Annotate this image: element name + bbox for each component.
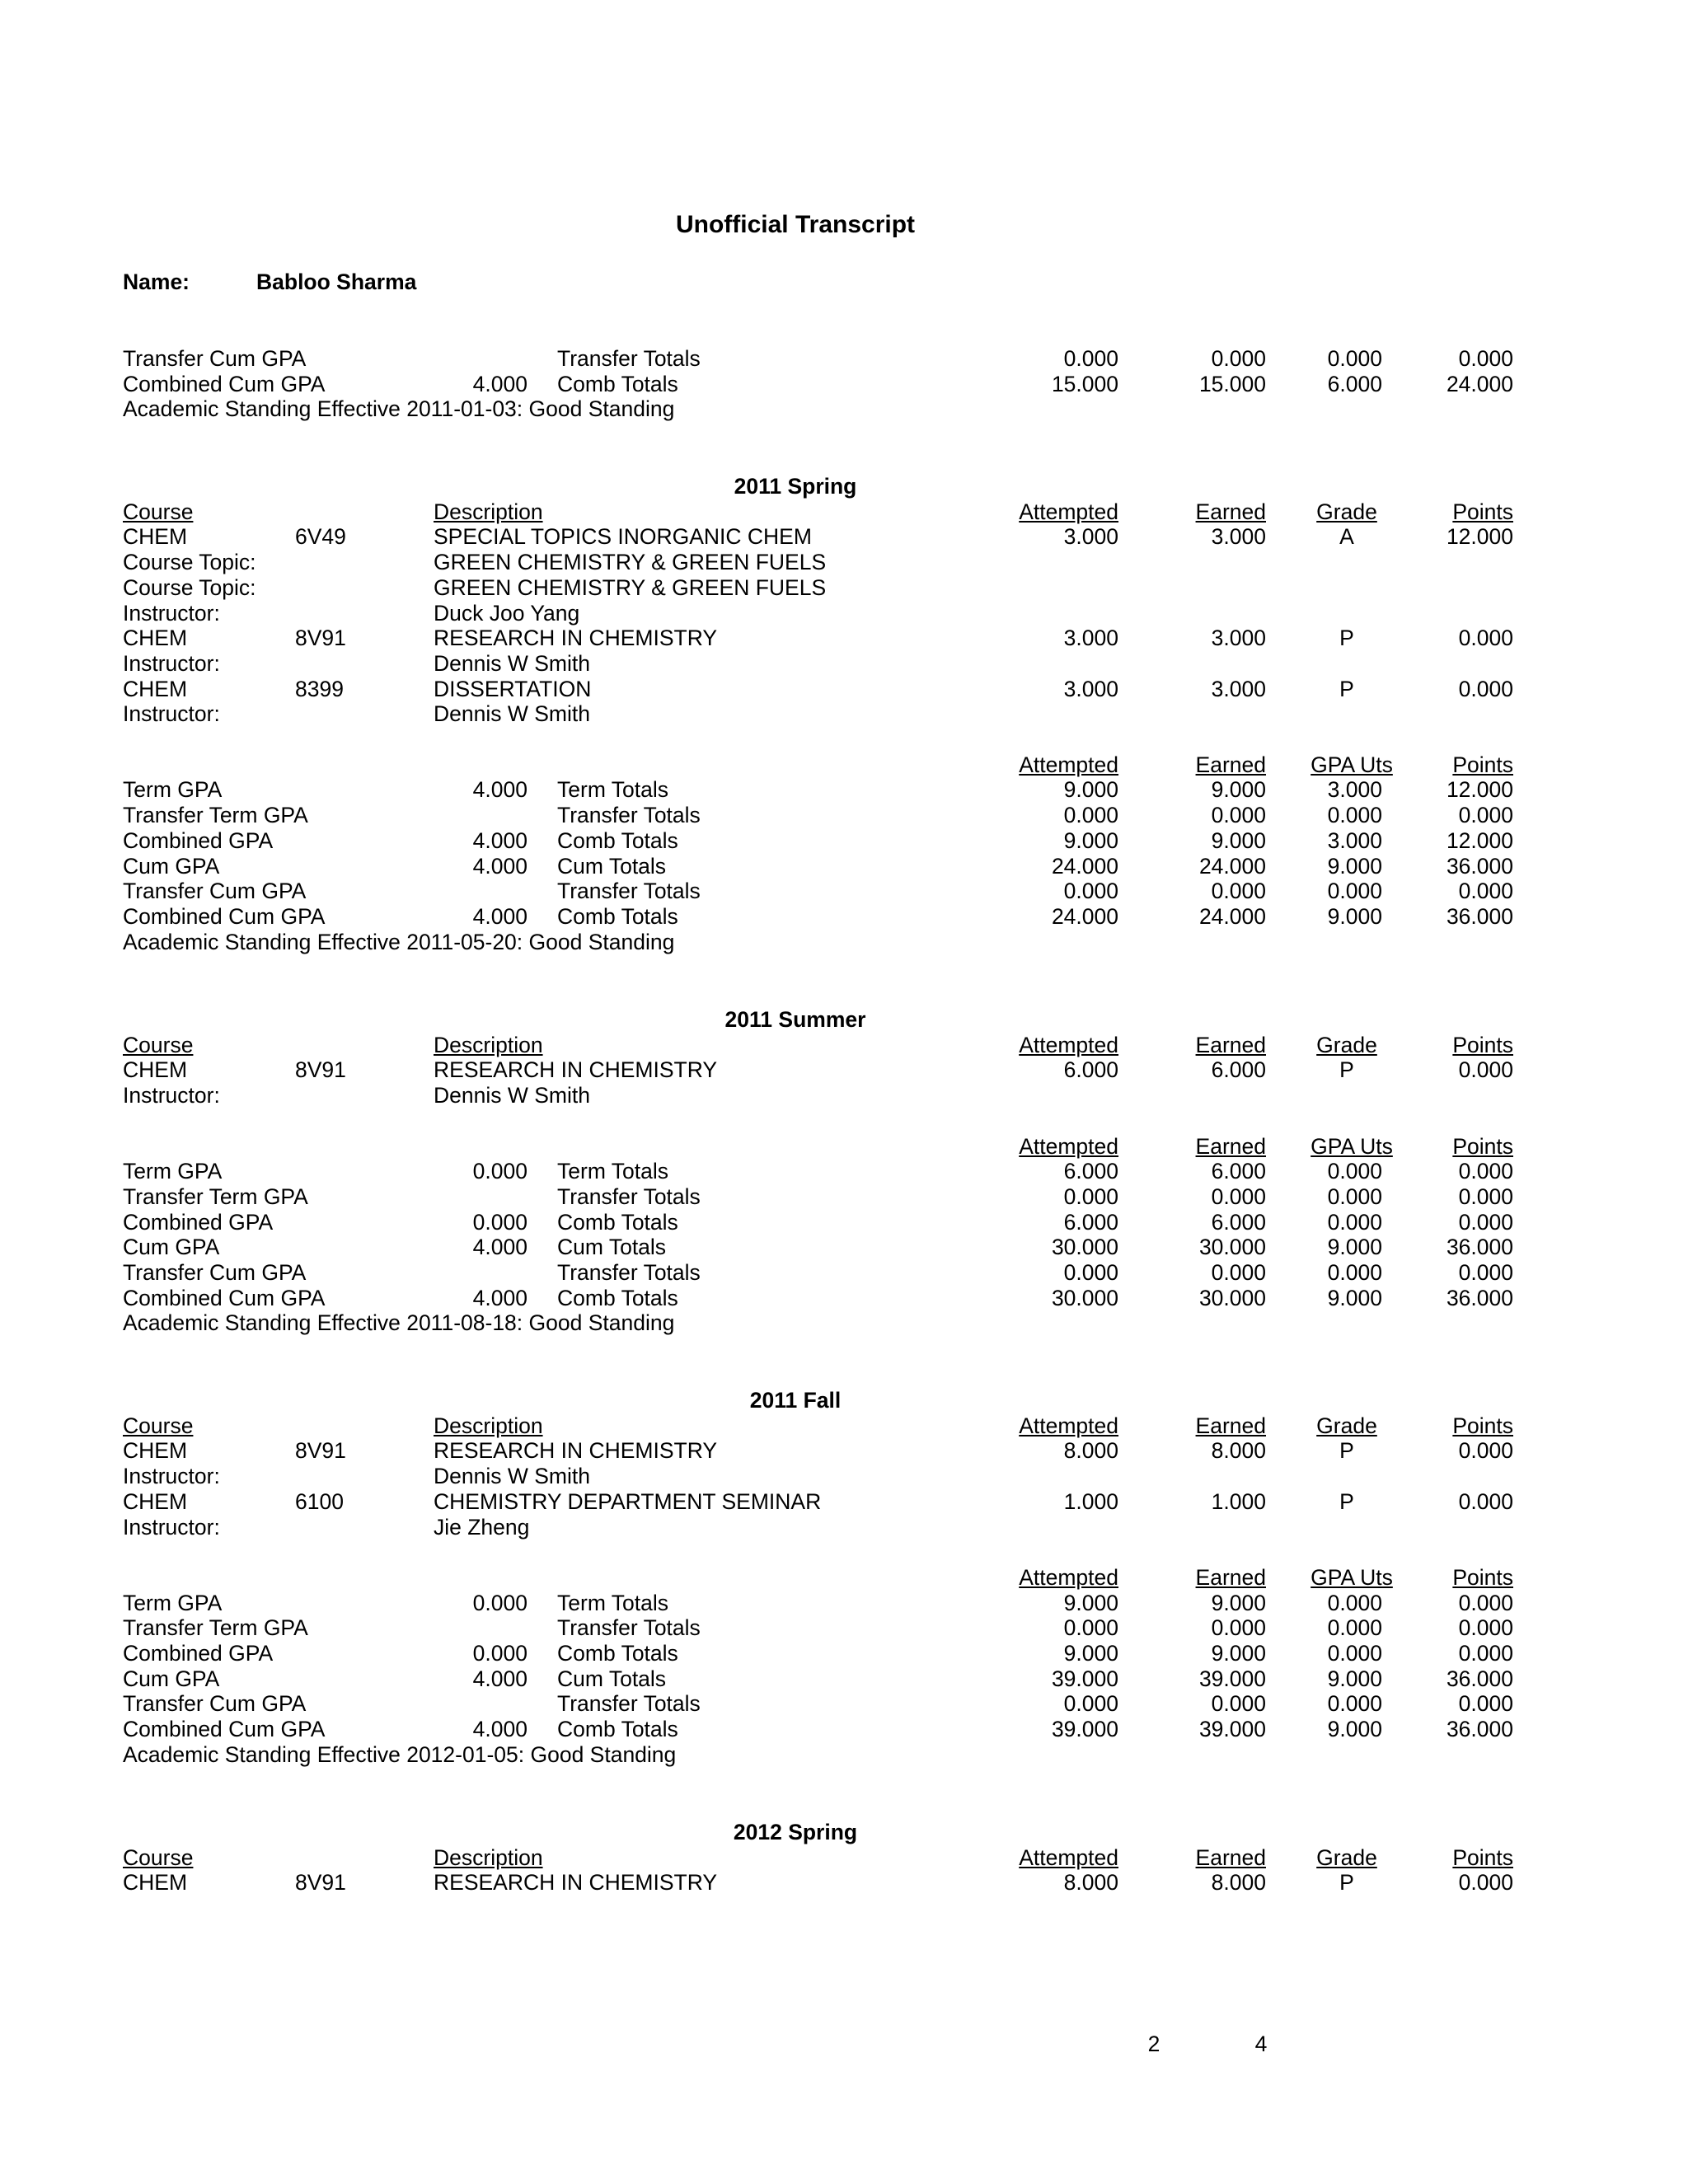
course-subject: Instructor: — [123, 600, 220, 626]
course-subject: Instructor: — [123, 1464, 220, 1489]
summary-earned: 15.000 — [1198, 371, 1266, 396]
summary-totals-label: Comb Totals — [557, 371, 678, 396]
summary-totals-label: Transfer Totals — [557, 1615, 701, 1641]
summary-gpa-units: 9.000 — [1327, 1235, 1382, 1260]
course-description: DISSERTATION — [434, 676, 592, 701]
summary-gpa-units: 6.000 — [1327, 371, 1382, 396]
course-points: 0.000 — [1458, 1057, 1513, 1083]
summary-points: 36.000 — [1446, 1285, 1513, 1310]
summary-label: Transfer Cum GPA — [123, 879, 307, 904]
header-attempted: Attempted — [1019, 1844, 1118, 1870]
summary-attempted: 24.000 — [1051, 903, 1118, 929]
summary-earned: 0.000 — [1211, 803, 1266, 828]
summary-gpa: 4.000 — [472, 1235, 528, 1260]
course-description: Dennis W Smith — [434, 1083, 590, 1108]
summary-totals-label: Transfer Totals — [557, 346, 701, 371]
page-total: 4 — [1254, 2032, 1268, 2056]
term-title: 2011 Fall — [749, 1388, 842, 1413]
course-description: CHEMISTRY DEPARTMENT SEMINAR — [434, 1488, 822, 1514]
student-name: Babloo Sharma — [256, 269, 417, 294]
header-grade: Grade — [1316, 499, 1377, 524]
summary-gpa-units: 9.000 — [1327, 903, 1382, 929]
course-subject: CHEM — [123, 1057, 188, 1083]
summary-totals-label: Term Totals — [557, 1159, 668, 1184]
course-subject: CHEM — [123, 1438, 188, 1464]
course-subject: Course Topic: — [123, 550, 256, 575]
course-number: 6V49 — [295, 524, 346, 550]
course-grade: P — [1339, 1870, 1354, 1896]
summary-points: 12.000 — [1446, 777, 1513, 803]
header-attempted: Attempted — [1019, 499, 1118, 524]
header-grade: Grade — [1316, 1032, 1377, 1057]
header-points: Points — [1452, 1844, 1513, 1870]
summary-label: Transfer Term GPA — [123, 1183, 308, 1209]
summary-gpa: 4.000 — [472, 1285, 528, 1310]
course-attempted: 3.000 — [1063, 676, 1118, 701]
course-points: 12.000 — [1446, 524, 1513, 550]
summary-label: Transfer Term GPA — [123, 1615, 308, 1641]
course-number: 8V91 — [295, 626, 346, 651]
header-course: Course — [123, 1032, 194, 1057]
summary-earned: 9.000 — [1211, 1590, 1266, 1615]
summary-header-attempted: Attempted — [1019, 752, 1118, 777]
summary-header-points: Points — [1452, 752, 1513, 777]
course-attempted: 8.000 — [1063, 1438, 1118, 1464]
header-earned: Earned — [1195, 1844, 1266, 1870]
summary-points: 36.000 — [1446, 1666, 1513, 1691]
course-grade: P — [1339, 1438, 1354, 1464]
course-number: 8399 — [295, 676, 344, 701]
summary-header-gpa-units: GPA Uts — [1311, 1133, 1393, 1159]
course-earned: 1.000 — [1211, 1488, 1266, 1514]
header-description: Description — [434, 1844, 543, 1870]
summary-gpa: 4.000 — [472, 777, 528, 803]
summary-header-attempted: Attempted — [1019, 1564, 1118, 1590]
summary-points: 0.000 — [1458, 1209, 1513, 1235]
course-points: 0.000 — [1458, 626, 1513, 651]
summary-points: 0.000 — [1458, 1615, 1513, 1641]
summary-header-points: Points — [1452, 1133, 1513, 1159]
summary-gpa-units: 9.000 — [1327, 1717, 1382, 1742]
summary-attempted: 9.000 — [1063, 1590, 1118, 1615]
summary-earned: 0.000 — [1211, 346, 1266, 371]
course-earned: 6.000 — [1211, 1057, 1266, 1083]
summary-points: 0.000 — [1458, 1590, 1513, 1615]
course-attempted: 3.000 — [1063, 524, 1118, 550]
course-number: 8V91 — [295, 1057, 346, 1083]
summary-gpa-units: 0.000 — [1327, 1209, 1382, 1235]
summary-gpa: 4.000 — [472, 827, 528, 853]
summary-gpa-units: 0.000 — [1327, 1590, 1382, 1615]
course-grade: P — [1339, 676, 1354, 701]
summary-header-earned: Earned — [1195, 752, 1266, 777]
summary-totals-label: Transfer Totals — [557, 879, 701, 904]
course-subject: CHEM — [123, 626, 188, 651]
header-grade: Grade — [1316, 1413, 1377, 1438]
summary-points: 0.000 — [1458, 1183, 1513, 1209]
header-course: Course — [123, 1844, 194, 1870]
summary-attempted: 15.000 — [1051, 371, 1118, 396]
header-description: Description — [434, 1032, 543, 1057]
course-points: 0.000 — [1458, 1488, 1513, 1514]
summary-gpa-units: 0.000 — [1327, 1159, 1382, 1184]
summary-totals-label: Comb Totals — [557, 903, 678, 929]
summary-points: 24.000 — [1446, 371, 1513, 396]
summary-gpa-units: 0.000 — [1327, 346, 1382, 371]
summary-earned: 24.000 — [1198, 853, 1266, 879]
summary-totals-label: Comb Totals — [557, 827, 678, 853]
course-description: Dennis W Smith — [434, 1464, 590, 1489]
summary-earned: 0.000 — [1211, 879, 1266, 904]
summary-earned: 0.000 — [1211, 1260, 1266, 1285]
course-description: RESEARCH IN CHEMISTRY — [434, 1870, 718, 1896]
summary-label: Combined Cum GPA — [123, 371, 326, 396]
summary-attempted: 24.000 — [1051, 853, 1118, 879]
course-earned: 3.000 — [1211, 676, 1266, 701]
summary-earned: 0.000 — [1211, 1183, 1266, 1209]
course-description: Dennis W Smith — [434, 650, 590, 676]
summary-totals-label: Term Totals — [557, 777, 668, 803]
course-grade: P — [1339, 626, 1354, 651]
summary-points: 0.000 — [1458, 879, 1513, 904]
summary-gpa-units: 3.000 — [1327, 827, 1382, 853]
course-points: 0.000 — [1458, 676, 1513, 701]
summary-gpa-units: 0.000 — [1327, 803, 1382, 828]
summary-header-points: Points — [1452, 1564, 1513, 1590]
course-subject: CHEM — [123, 676, 188, 701]
course-attempted: 3.000 — [1063, 626, 1118, 651]
summary-label: Combined Cum GPA — [123, 1285, 326, 1310]
summary-label: Cum GPA — [123, 1666, 220, 1691]
summary-points: 0.000 — [1458, 346, 1513, 371]
summary-gpa-units: 0.000 — [1327, 1691, 1382, 1717]
summary-earned: 30.000 — [1198, 1235, 1266, 1260]
course-subject: CHEM — [123, 1870, 188, 1896]
course-subject: Course Topic: — [123, 574, 256, 600]
course-grade: A — [1339, 524, 1354, 550]
course-earned: 3.000 — [1211, 524, 1266, 550]
course-number: 8V91 — [295, 1438, 346, 1464]
summary-totals-label: Comb Totals — [557, 1285, 678, 1310]
summary-gpa: 0.000 — [472, 1159, 528, 1184]
summary-totals-label: Transfer Totals — [557, 1183, 701, 1209]
summary-earned: 0.000 — [1211, 1615, 1266, 1641]
term-title: 2011 Summer — [724, 1007, 866, 1032]
summary-gpa-units: 0.000 — [1327, 1615, 1382, 1641]
summary-gpa-units: 0.000 — [1327, 1183, 1382, 1209]
course-subject: Instructor: — [123, 1514, 220, 1540]
summary-attempted: 6.000 — [1063, 1159, 1118, 1184]
summary-earned: 9.000 — [1211, 1641, 1266, 1666]
summary-header-gpa-units: GPA Uts — [1311, 752, 1393, 777]
course-description: Jie Zheng — [434, 1514, 530, 1540]
summary-points: 36.000 — [1446, 903, 1513, 929]
term-title: 2012 Spring — [733, 1820, 858, 1844]
course-subject: Instructor: — [123, 650, 220, 676]
summary-earned: 39.000 — [1198, 1666, 1266, 1691]
summary-points: 0.000 — [1458, 803, 1513, 828]
summary-totals-label: Cum Totals — [557, 1235, 667, 1260]
summary-points: 0.000 — [1458, 1691, 1513, 1717]
summary-earned: 39.000 — [1198, 1717, 1266, 1742]
summary-gpa: 4.000 — [472, 903, 528, 929]
course-description: RESEARCH IN CHEMISTRY — [434, 1057, 718, 1083]
header-attempted: Attempted — [1019, 1413, 1118, 1438]
header-points: Points — [1452, 1032, 1513, 1057]
summary-points: 36.000 — [1446, 1235, 1513, 1260]
summary-attempted: 39.000 — [1051, 1666, 1118, 1691]
course-number: 8V91 — [295, 1870, 346, 1896]
summary-totals-label: Comb Totals — [557, 1717, 678, 1742]
course-subject: CHEM — [123, 1488, 188, 1514]
summary-gpa: 4.000 — [472, 853, 528, 879]
summary-gpa: 4.000 — [472, 371, 528, 396]
course-earned: 8.000 — [1211, 1438, 1266, 1464]
summary-totals-label: Term Totals — [557, 1590, 668, 1615]
summary-gpa: 0.000 — [472, 1641, 528, 1666]
header-attempted: Attempted — [1019, 1032, 1118, 1057]
header-earned: Earned — [1195, 1032, 1266, 1057]
course-points: 0.000 — [1458, 1438, 1513, 1464]
header-grade: Grade — [1316, 1844, 1377, 1870]
course-description: Dennis W Smith — [434, 701, 590, 727]
course-description: RESEARCH IN CHEMISTRY — [434, 1438, 718, 1464]
header-points: Points — [1452, 499, 1513, 524]
course-subject: CHEM — [123, 524, 188, 550]
summary-totals-label: Transfer Totals — [557, 803, 701, 828]
course-earned: 8.000 — [1211, 1870, 1266, 1896]
summary-points: 12.000 — [1446, 827, 1513, 853]
summary-attempted: 0.000 — [1063, 1183, 1118, 1209]
academic-standing: Academic Standing Effective 2011-05-20: Good Standing — [123, 929, 675, 954]
course-description: GREEN CHEMISTRY & GREEN FUELS — [434, 550, 827, 575]
header-earned: Earned — [1195, 499, 1266, 524]
summary-attempted: 30.000 — [1051, 1285, 1118, 1310]
summary-label: Term GPA — [123, 777, 223, 803]
summary-header-attempted: Attempted — [1019, 1133, 1118, 1159]
header-points: Points — [1452, 1413, 1513, 1438]
summary-earned: 9.000 — [1211, 777, 1266, 803]
summary-label: Combined Cum GPA — [123, 1717, 326, 1742]
course-attempted: 8.000 — [1063, 1870, 1118, 1896]
header-description: Description — [434, 499, 543, 524]
summary-gpa: 0.000 — [472, 1209, 528, 1235]
summary-attempted: 0.000 — [1063, 879, 1118, 904]
summary-points: 0.000 — [1458, 1260, 1513, 1285]
course-description: GREEN CHEMISTRY & GREEN FUELS — [434, 574, 827, 600]
course-subject: Instructor: — [123, 701, 220, 727]
summary-attempted: 9.000 — [1063, 777, 1118, 803]
course-subject: Instructor: — [123, 1083, 220, 1108]
academic-standing: Academic Standing Effective 2012-01-05: Good Standing — [123, 1741, 677, 1767]
summary-label: Combined GPA — [123, 1209, 274, 1235]
course-number: 6100 — [295, 1488, 344, 1514]
summary-points: 36.000 — [1446, 1717, 1513, 1742]
header-earned: Earned — [1195, 1413, 1266, 1438]
summary-header-gpa-units: GPA Uts — [1311, 1564, 1393, 1590]
summary-totals-label: Cum Totals — [557, 1666, 667, 1691]
summary-points: 36.000 — [1446, 853, 1513, 879]
summary-attempted: 0.000 — [1063, 346, 1118, 371]
summary-attempted: 0.000 — [1063, 1691, 1118, 1717]
summary-header-earned: Earned — [1195, 1564, 1266, 1590]
summary-totals-label: Comb Totals — [557, 1209, 678, 1235]
summary-earned: 6.000 — [1211, 1209, 1266, 1235]
academic-standing: Academic Standing Effective 2011-08-18: Good Standing — [123, 1310, 675, 1336]
summary-attempted: 0.000 — [1063, 803, 1118, 828]
page-title: Unofficial Transcript — [675, 211, 916, 238]
course-earned: 3.000 — [1211, 626, 1266, 651]
summary-totals-label: Comb Totals — [557, 1641, 678, 1666]
academic-standing: Academic Standing Effective 2011-01-03: Good Standing — [123, 396, 675, 422]
summary-label: Term GPA — [123, 1590, 223, 1615]
summary-label: Transfer Cum GPA — [123, 346, 307, 371]
term-title: 2011 Spring — [734, 474, 857, 499]
summary-gpa-units: 0.000 — [1327, 1641, 1382, 1666]
summary-attempted: 6.000 — [1063, 1209, 1118, 1235]
summary-points: 0.000 — [1458, 1159, 1513, 1184]
summary-earned: 6.000 — [1211, 1159, 1266, 1184]
summary-attempted: 0.000 — [1063, 1260, 1118, 1285]
summary-label: Combined GPA — [123, 827, 274, 853]
summary-gpa: 0.000 — [472, 1590, 528, 1615]
summary-label: Transfer Term GPA — [123, 803, 308, 828]
name-label: Name: — [123, 269, 190, 294]
summary-attempted: 0.000 — [1063, 1615, 1118, 1641]
summary-label: Combined Cum GPA — [123, 903, 326, 929]
header-course: Course — [123, 1413, 194, 1438]
summary-earned: 9.000 — [1211, 827, 1266, 853]
summary-attempted: 39.000 — [1051, 1717, 1118, 1742]
summary-attempted: 9.000 — [1063, 827, 1118, 853]
summary-gpa-units: 0.000 — [1327, 879, 1382, 904]
course-description: RESEARCH IN CHEMISTRY — [434, 626, 718, 651]
summary-earned: 0.000 — [1211, 1691, 1266, 1717]
course-description: Duck Joo Yang — [434, 600, 580, 626]
summary-totals-label: Transfer Totals — [557, 1260, 701, 1285]
summary-label: Transfer Cum GPA — [123, 1260, 307, 1285]
summary-earned: 24.000 — [1198, 903, 1266, 929]
course-grade: P — [1339, 1057, 1354, 1083]
summary-points: 0.000 — [1458, 1641, 1513, 1666]
summary-gpa-units: 9.000 — [1327, 853, 1382, 879]
summary-attempted: 30.000 — [1051, 1235, 1118, 1260]
summary-gpa-units: 0.000 — [1327, 1260, 1382, 1285]
summary-header-earned: Earned — [1195, 1133, 1266, 1159]
summary-label: Cum GPA — [123, 1235, 220, 1260]
summary-totals-label: Transfer Totals — [557, 1691, 701, 1717]
summary-label: Combined GPA — [123, 1641, 274, 1666]
course-grade: P — [1339, 1488, 1354, 1514]
course-points: 0.000 — [1458, 1870, 1513, 1896]
header-description: Description — [434, 1413, 543, 1438]
summary-earned: 30.000 — [1198, 1285, 1266, 1310]
header-course: Course — [123, 499, 194, 524]
summary-label: Transfer Cum GPA — [123, 1691, 307, 1717]
page-number: 2 — [1147, 2032, 1160, 2056]
summary-gpa-units: 9.000 — [1327, 1666, 1382, 1691]
summary-label: Cum GPA — [123, 853, 220, 879]
summary-gpa-units: 9.000 — [1327, 1285, 1382, 1310]
summary-gpa: 4.000 — [472, 1666, 528, 1691]
summary-attempted: 9.000 — [1063, 1641, 1118, 1666]
summary-label: Term GPA — [123, 1159, 223, 1184]
summary-gpa-units: 3.000 — [1327, 777, 1382, 803]
course-attempted: 6.000 — [1063, 1057, 1118, 1083]
course-description: SPECIAL TOPICS INORGANIC CHEM — [434, 524, 812, 550]
course-attempted: 1.000 — [1063, 1488, 1118, 1514]
summary-totals-label: Cum Totals — [557, 853, 667, 879]
summary-gpa: 4.000 — [472, 1717, 528, 1742]
